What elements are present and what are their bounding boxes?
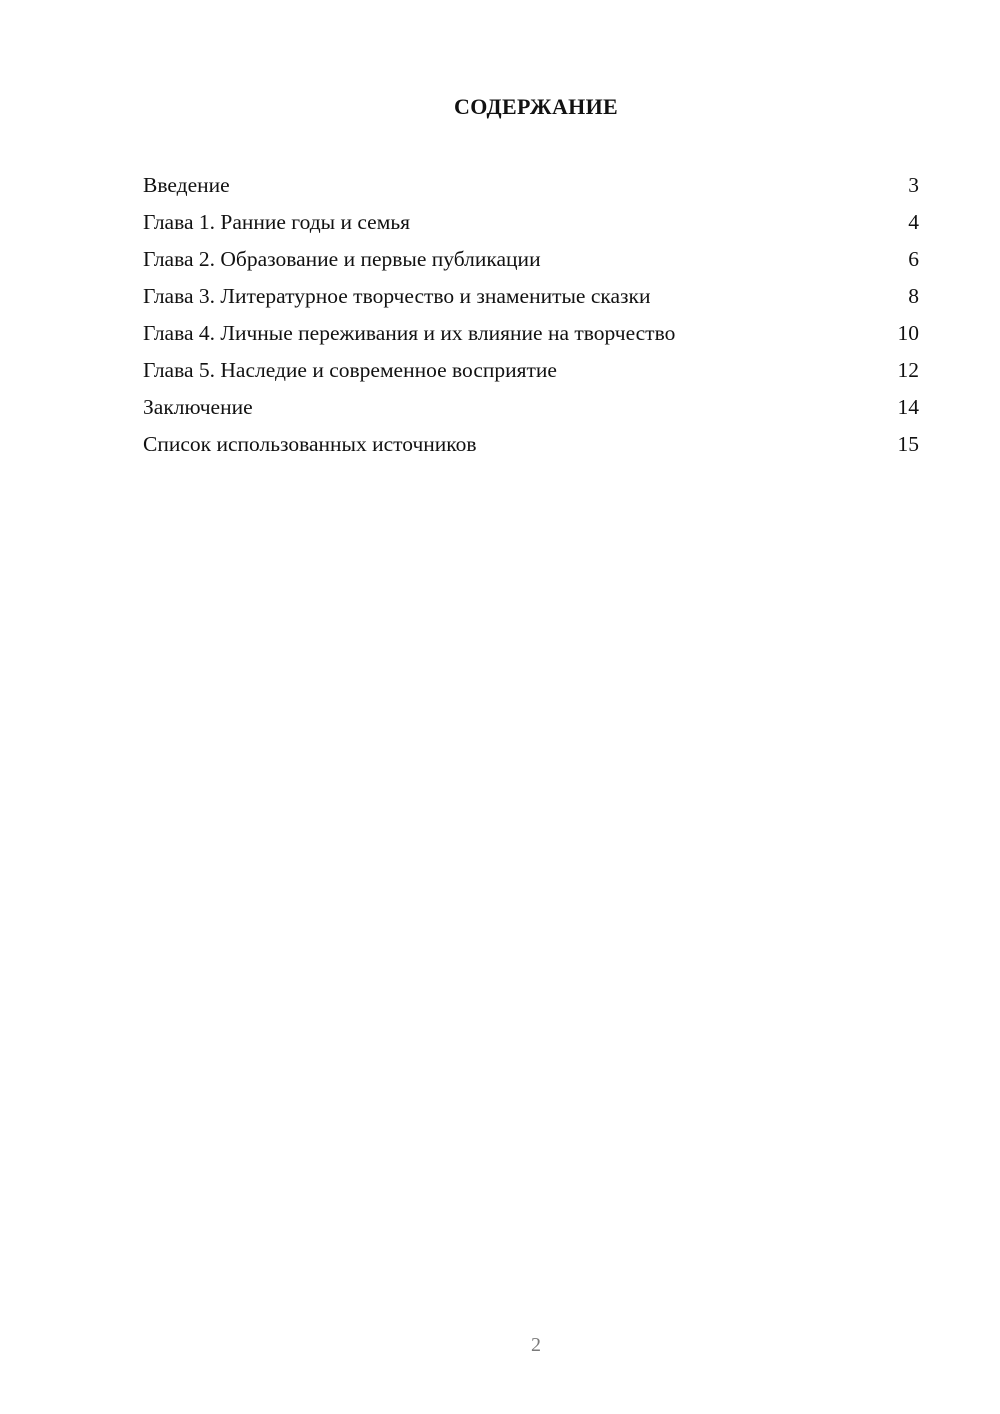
- toc-entry-label: Глава 4. Личные переживания и их влияние на творчество: [143, 321, 676, 345]
- toc-entry-page: 8: [908, 284, 919, 308]
- toc-entry: [143, 281, 919, 318]
- toc-entry-page: 10: [897, 321, 919, 345]
- toc-entry: [143, 244, 919, 281]
- toc-entry-page: 6: [908, 247, 919, 271]
- toc-entry-page: 4: [908, 210, 919, 234]
- toc-entry-page: 3: [908, 173, 919, 197]
- toc-entry: [143, 355, 919, 392]
- toc-entry-label: Введение: [143, 173, 230, 197]
- toc-entry-label: Глава 5. Наследие и современное восприятие: [143, 358, 557, 382]
- toc-entry-page: 14: [897, 395, 919, 419]
- toc-entry: [143, 207, 919, 244]
- toc-entry-label: Глава 3. Литературное творчество и знаменитые сказки: [143, 284, 651, 308]
- toc-entry: [143, 318, 919, 355]
- toc-entry-page: 12: [897, 358, 919, 382]
- toc-entry: [143, 170, 919, 207]
- toc-entry-page: 15: [897, 432, 919, 456]
- toc-entry: [143, 392, 919, 429]
- toc-entry-label: Список использованных источников: [143, 432, 477, 456]
- toc-entry-label: Глава 2. Образование и первые публикации: [143, 247, 541, 271]
- toc-entry-label: Глава 1. Ранние годы и семья: [143, 210, 411, 234]
- table-of-contents: [143, 170, 919, 466]
- toc-entry: [143, 429, 919, 466]
- toc-entry-label: Заключение: [143, 395, 253, 419]
- page-title: СОДЕРЖАНИЕ: [454, 94, 618, 119]
- page-number: 2: [531, 1334, 541, 1356]
